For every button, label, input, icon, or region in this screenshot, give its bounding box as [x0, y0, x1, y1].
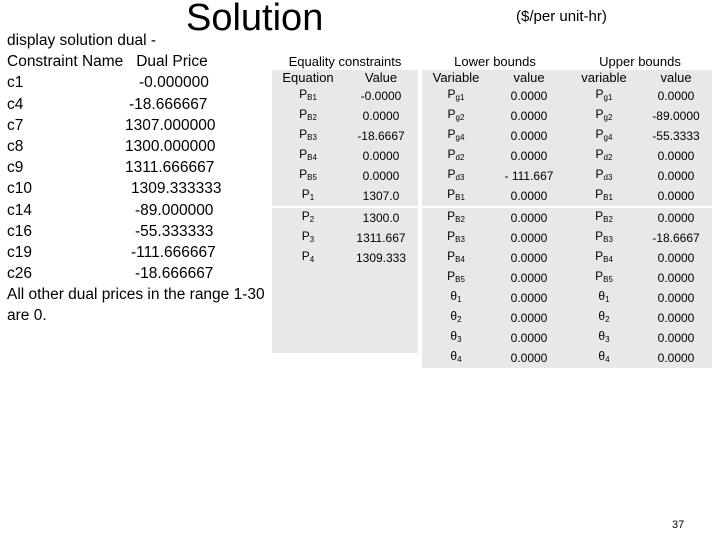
column-header: variable [581, 70, 627, 85]
variable-subscript: 1 [605, 295, 610, 304]
table-row [272, 166, 418, 186]
value-cell: 0.0000 [362, 108, 400, 123]
value-cell: 0.0000 [510, 290, 548, 305]
value-cell: 0.0000 [657, 250, 695, 265]
variable-subscript: 2 [457, 315, 462, 324]
variable-cell [272, 248, 344, 268]
table-row [272, 336, 418, 353]
table-row [422, 328, 568, 348]
value-cell: 0.0000 [657, 210, 695, 225]
constraint-name: c19 [7, 243, 32, 261]
constraint-name: c8 [7, 137, 24, 155]
dual-price-value: 1309.333333 [131, 180, 222, 198]
variable-subscript: 2 [605, 315, 610, 324]
variable-cell [422, 248, 490, 268]
value-cell: 0.0000 [510, 350, 548, 365]
variable-symbol: P [595, 107, 604, 121]
table-row [568, 186, 712, 206]
variable-cell [272, 146, 344, 166]
dual-price-value: 1307.000000 [125, 116, 216, 134]
variable-subscript: 1 [457, 295, 462, 304]
variable-symbol: θ [450, 309, 458, 323]
variable-subscript: B1 [603, 193, 613, 202]
variable-cell [568, 308, 640, 328]
table-row [422, 268, 568, 288]
table-row [568, 248, 712, 268]
variable-subscript: g2 [603, 113, 613, 122]
variable-cell [422, 228, 490, 248]
variable-symbol: P [299, 87, 308, 101]
variable-cell [422, 166, 490, 186]
variable-cell [272, 126, 344, 146]
variable-subscript: d3 [603, 173, 613, 182]
variable-cell [272, 186, 344, 206]
table-row [272, 146, 418, 166]
dual-row [7, 136, 269, 157]
variable-subscript: B5 [603, 275, 613, 284]
variable-symbol: P [447, 147, 456, 161]
value-cell: 0.0000 [362, 168, 400, 183]
variable-symbol: P [595, 87, 604, 101]
variable-subscript: g1 [603, 93, 613, 102]
dual-price-value: -18.666667 [129, 95, 208, 113]
variable-symbol: P [447, 269, 456, 283]
equality-constraints-table [272, 54, 418, 353]
value-cell: 0.0000 [510, 88, 548, 103]
variable-symbol: P [595, 229, 604, 243]
variable-cell [568, 328, 640, 348]
table-row [422, 146, 568, 166]
variable-symbol: P [301, 249, 310, 263]
table-row [422, 208, 568, 228]
variable-cell [272, 302, 344, 319]
table-row [568, 268, 712, 288]
table-row [272, 186, 418, 206]
variable-symbol: P [447, 167, 456, 181]
value-cell: 0.0000 [657, 88, 695, 103]
constraint-name: c7 [7, 116, 24, 134]
page-number: 37 [672, 519, 685, 531]
table-row [422, 86, 568, 106]
dual-price-value: 1311.666667 [125, 159, 215, 177]
variable-subscript: B5 [307, 173, 317, 182]
dual-column-header: Constraint Name Dual Price [7, 53, 208, 71]
table-row [272, 268, 418, 285]
variable-subscript: B4 [603, 255, 613, 264]
variable-symbol: θ [598, 329, 606, 343]
variable-cell [272, 268, 344, 285]
dual-solution-text [7, 30, 269, 327]
variable-symbol: θ [450, 329, 458, 343]
value-cell: 0.0000 [657, 330, 695, 345]
dual-row [7, 157, 269, 178]
variable-symbol: P [595, 167, 604, 181]
value-cell: 0.0000 [510, 188, 548, 203]
variable-subscript: g1 [455, 93, 465, 102]
value-cell [344, 319, 418, 336]
variable-subscript: 4 [309, 255, 315, 264]
dual-note: All other dual prices in the range 1-30 are 0. [7, 286, 265, 325]
table-row [272, 106, 418, 126]
variable-subscript: d2 [603, 153, 613, 162]
dual-price-value: -0.000000 [139, 74, 209, 92]
variable-symbol: P [301, 229, 310, 243]
value-cell: -89.0000 [652, 108, 700, 123]
variable-cell [422, 288, 490, 308]
variable-cell [568, 186, 640, 206]
column-header: Equation [282, 70, 334, 85]
variable-cell [272, 208, 344, 228]
value-cell: -0.0000 [360, 88, 402, 103]
value-cell: 0.0000 [657, 188, 695, 203]
variable-cell [568, 288, 640, 308]
constraint-name: c10 [7, 180, 32, 198]
table-row [568, 348, 712, 368]
variable-symbol: P [447, 87, 456, 101]
variable-symbol: P [299, 127, 308, 141]
variable-symbol: P [595, 127, 604, 141]
variable-cell [422, 208, 490, 228]
variable-subscript: g4 [455, 133, 465, 142]
variable-subscript: B2 [455, 215, 465, 224]
value-cell: 1309.333 [355, 250, 407, 265]
variable-cell [568, 106, 640, 126]
variable-cell [568, 166, 640, 186]
value-cell: -18.6667 [652, 230, 700, 245]
table-row [272, 319, 418, 336]
variable-cell [422, 348, 490, 368]
variable-subscript: B3 [455, 235, 465, 244]
variable-symbol: P [595, 269, 604, 283]
value-cell [344, 336, 418, 353]
constraint-name: c26 [7, 265, 32, 283]
value-cell: 1307.0 [362, 188, 400, 203]
variable-cell [568, 228, 640, 248]
variable-subscript: B4 [455, 255, 465, 264]
value-cell: 0.0000 [510, 210, 548, 225]
table-row [272, 208, 418, 228]
table-row [568, 328, 712, 348]
variable-subscript: 3 [457, 335, 462, 344]
variable-subscript: B3 [603, 235, 613, 244]
table-row [568, 288, 712, 308]
table-row [568, 308, 712, 328]
variable-subscript: 3 [309, 235, 315, 244]
variable-symbol: θ [450, 349, 458, 363]
variable-cell [568, 248, 640, 268]
table-row [568, 228, 712, 248]
value-cell: 0.0000 [510, 270, 548, 285]
variable-symbol: P [447, 209, 456, 223]
variable-cell [568, 126, 640, 146]
table-row [422, 348, 568, 368]
variable-subscript: B2 [307, 113, 317, 122]
table-row [272, 86, 418, 106]
value-cell: 1311.667 [356, 230, 406, 245]
lower-bounds-table [422, 54, 568, 368]
constraint-name: c9 [7, 159, 24, 177]
variable-symbol: P [447, 107, 456, 121]
table-row [568, 86, 712, 106]
value-cell: 1300.0 [362, 210, 400, 225]
variable-cell [272, 166, 344, 186]
dual-row [7, 242, 269, 263]
value-cell: 0.0000 [510, 230, 548, 245]
variable-cell [568, 208, 640, 228]
variable-cell [568, 146, 640, 166]
variable-subscript: B5 [455, 275, 465, 284]
variable-subscript: B2 [603, 215, 613, 224]
variable-subscript: d2 [455, 153, 465, 162]
table-row [422, 166, 568, 186]
variable-subscript: B1 [455, 193, 465, 202]
table-row [422, 308, 568, 328]
dual-row [7, 200, 269, 221]
variable-subscript: 1 [309, 193, 315, 202]
table-row [422, 106, 568, 126]
variable-symbol: P [595, 249, 604, 263]
value-cell: 0.0000 [657, 290, 695, 305]
table-row [568, 106, 712, 126]
variable-symbol: P [301, 187, 310, 201]
variable-cell [422, 328, 490, 348]
variable-cell [422, 126, 490, 146]
variable-cell [272, 106, 344, 126]
value-cell: 0.0000 [362, 148, 400, 163]
variable-symbol: P [447, 249, 456, 263]
table-row [568, 208, 712, 228]
table-row [272, 285, 418, 302]
variable-subscript: g4 [603, 133, 613, 142]
table-row [272, 302, 418, 319]
value-cell: 0.0000 [510, 250, 548, 265]
column-header: value [513, 70, 545, 85]
variable-symbol: P [299, 107, 308, 121]
slide-title: Solution [186, 0, 324, 39]
dual-row [7, 72, 269, 93]
value-cell [344, 268, 418, 285]
value-cell: 0.0000 [657, 168, 695, 183]
variable-cell [422, 146, 490, 166]
value-cell: 0.0000 [657, 310, 695, 325]
variable-cell [568, 86, 640, 106]
table-group-header: Lower bounds [454, 54, 536, 69]
table-row [422, 186, 568, 206]
variable-cell [272, 319, 344, 336]
variable-subscript: 4 [457, 355, 462, 364]
table-row [568, 146, 712, 166]
variable-symbol: P [595, 147, 604, 161]
variable-cell [422, 308, 490, 328]
table-row [568, 126, 712, 146]
table-row [422, 288, 568, 308]
variable-symbol: P [595, 209, 604, 223]
variable-cell [422, 106, 490, 126]
variable-cell [272, 285, 344, 302]
column-header: value [660, 70, 692, 85]
variable-subscript: g2 [455, 113, 465, 122]
dual-row [7, 221, 269, 242]
value-cell [344, 302, 418, 319]
column-header: Value [364, 70, 398, 85]
table-row [422, 248, 568, 268]
constraint-name: c4 [7, 95, 24, 113]
variable-subscript: d3 [455, 173, 465, 182]
variable-symbol: θ [598, 349, 606, 363]
variable-symbol: θ [450, 289, 458, 303]
dual-row [7, 94, 269, 115]
table-row [272, 126, 418, 146]
table-group-header: Equality constraints [288, 54, 402, 69]
value-cell: 0.0000 [510, 330, 548, 345]
dual-price-value: -18.666667 [135, 265, 214, 283]
table-row [568, 166, 712, 186]
variable-symbol: P [447, 187, 456, 201]
dual-rows [7, 72, 269, 284]
dual-row [7, 263, 269, 284]
constraint-name: c16 [7, 222, 32, 240]
value-cell: 0.0000 [510, 108, 548, 123]
variable-symbol: θ [598, 289, 606, 303]
dual-price-value: -111.666667 [131, 243, 216, 261]
variable-subscript: 3 [605, 335, 610, 344]
value-cell: 0.0000 [657, 148, 695, 163]
value-cell: 0.0000 [510, 310, 548, 325]
variable-subscript: B3 [307, 133, 317, 142]
variable-cell [568, 268, 640, 288]
value-cell [344, 285, 418, 302]
variable-cell [272, 86, 344, 106]
variable-symbol: θ [598, 309, 606, 323]
dual-row [7, 178, 269, 199]
unit-note: ($/per unit-hr) [516, 8, 607, 25]
variable-symbol: P [447, 127, 456, 141]
variable-subscript: 4 [605, 355, 610, 364]
table-group-header: Upper bounds [599, 54, 681, 69]
dual-heading: display solution dual - [7, 32, 157, 49]
table-row [422, 126, 568, 146]
value-cell: -18.6667 [357, 128, 405, 143]
constraint-name: c1 [7, 74, 24, 92]
variable-symbol: P [301, 209, 310, 223]
value-cell: 0.0000 [657, 350, 695, 365]
variable-subscript: B4 [307, 153, 317, 162]
value-cell: 0.0000 [657, 270, 695, 285]
variable-cell [422, 268, 490, 288]
variable-cell [422, 86, 490, 106]
variable-symbol: P [299, 147, 308, 161]
variable-symbol: P [595, 187, 604, 201]
dual-price-value: -89.000000 [135, 201, 214, 219]
variable-subscript: 2 [309, 215, 315, 224]
variable-symbol: P [447, 229, 456, 243]
value-cell: -55.3333 [652, 128, 700, 143]
variable-cell [568, 348, 640, 368]
upper-bounds-table [568, 54, 712, 368]
variable-subscript: B1 [307, 93, 317, 102]
dual-price-value: 1300.000000 [125, 137, 216, 155]
constraint-name: c14 [7, 201, 32, 219]
value-cell: 0.0000 [510, 128, 548, 143]
value-cell: - 111.667 [504, 168, 554, 183]
value-cell: 0.0000 [510, 148, 548, 163]
table-row [272, 228, 418, 248]
variable-symbol: P [299, 167, 308, 181]
variable-cell [272, 336, 344, 353]
column-header: Variable [432, 70, 480, 85]
variable-cell [422, 186, 490, 206]
dual-price-value: -55.333333 [135, 222, 214, 240]
variable-cell [272, 228, 344, 248]
table-row [422, 228, 568, 248]
table-row [272, 248, 418, 268]
dual-row [7, 115, 269, 136]
